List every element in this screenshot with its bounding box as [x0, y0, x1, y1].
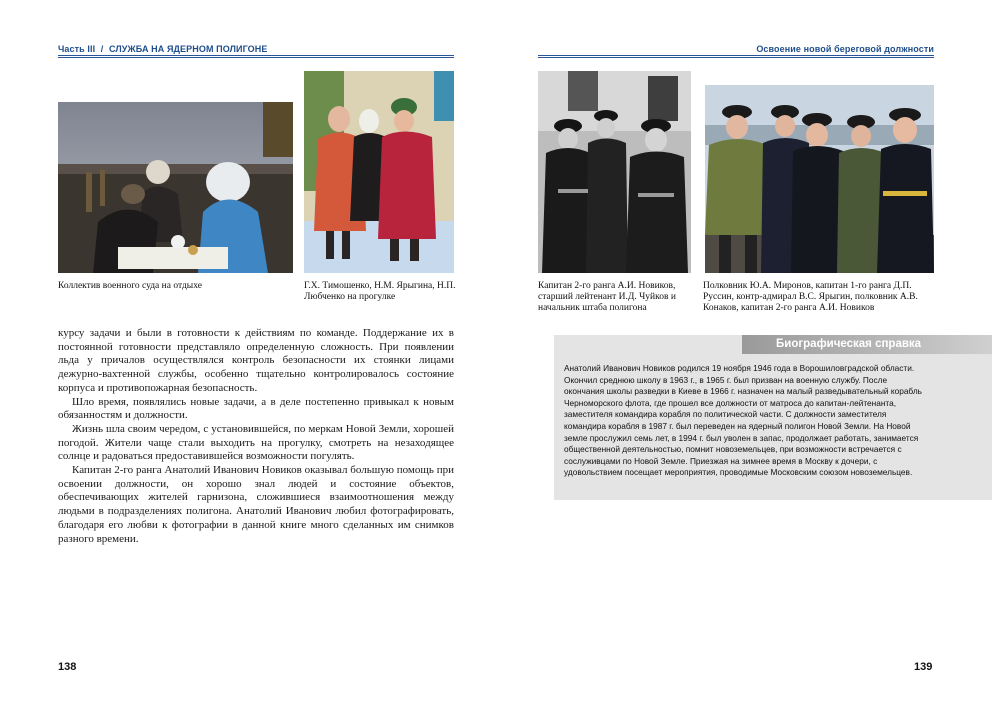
photo-caption: Полковник Ю.А. Миронов, капитан 1-го ранга Д.П. Руссин, контр-адмирал В.С. Ярыгин, полковник А.В. Конаков, капитан 2-го ранга А.И. Новиков [703, 281, 918, 313]
body-text [58, 327, 454, 546]
paragraph: курсу задачи и были в готовности к действиям по команде. Поддержание их в постоянной готовности представляло определенную сложность. При появлении льда у причалов осуществлялся контроль безопасности их стоянки лицами дежурно-вахтенной службы, особенно тщательно контролировалось состояние корпуса и противопожарная безопасность. [58, 327, 454, 394]
paragraph: Капитан 2-го ранга Анатолий Иванович Новиков оказывал большую помощь при освоении должности, он хорошо знал людей и состояние объектов, обеспечивающих жителей гарнизона, сложившиеся взаимоотношения между людьми в подразделениях полигона. Анатолий Иванович любил фотографировать, благодаря его любви к фотографии в данной книге много сделанных им снимков разного времени. [58, 464, 454, 545]
running-header: Освоение новой береговой должности [756, 44, 934, 54]
page-number: 138 [58, 661, 77, 673]
header-separator: / [100, 44, 104, 54]
bio-note-text: Анатолий Иванович Новиков родился 19 ноября 1946 года в Ворошиловградской области. Окончил среднюю школу в 1963 г., в 1965 г. был призван на военную службу. После окончания школы разведки в Киеве в 1966 г. назначен на малый разведывательный корабль Черноморского флота, где прошел все должности от матроса до капитан-лейтенанта, заместителя командира корабля по политической части. С должности заместителя командира корабля в 1987 г. был переведен на ядерный полигон Новой Земли. На Новой земле прослужил семь лет, в 1994 г. был уволен в запас, продолжает работать, занимается общественной деятельностью, помнит новоземельцев, при возможности встречается с сослуживцами по Новой Земле. Приезжая на зимнее время в Москву к дочери, с удовольствием посещает мероприятия, проводимые Московским союзом новоземельцев. [564, 363, 922, 478]
page-number: 139 [914, 661, 933, 673]
photo-caption: Г.Х. Тимошенко, Н.М. Ярыгина, Н.П. Любченко на прогулке [304, 281, 456, 302]
paragraph: Жизнь шла своим чередом, с установившейся, по меркам Новой Земли, хорошей погодой. Жители чаще стали выходить на прогулку, смотреть на незаходящее солнце и радоваться предоставившейся возможности погулять. [58, 422, 454, 463]
header-rule-secondary [538, 57, 934, 58]
bio-note-box [554, 335, 992, 500]
photo-officers-bw [538, 71, 691, 273]
header-rule-secondary [58, 57, 454, 58]
running-header [58, 44, 267, 54]
photo-caption: Капитан 2-го ранга А.И. Новиков, старший лейтенант И.Д. Чуйков и начальник штаба полигона [538, 281, 676, 313]
right-page [496, 0, 992, 709]
photo-women-walk [304, 71, 454, 273]
photo-court-collective [58, 102, 293, 273]
header-rule [538, 55, 934, 56]
header-section: СЛУЖБА НА ЯДЕРНОМ ПОЛИГОНЕ [109, 44, 268, 54]
paragraph: Шло время, появлялись новые задачи, а в деле постепенно привыкал к новым обязанностям и должности. [58, 395, 454, 422]
photo-caption: Коллектив военного суда на отдыхе [58, 281, 202, 291]
photo-officers-color [705, 85, 934, 273]
header-rule [58, 55, 454, 56]
bio-note-title: Биографическая справка [742, 335, 992, 354]
header-part: Часть III [58, 44, 96, 54]
